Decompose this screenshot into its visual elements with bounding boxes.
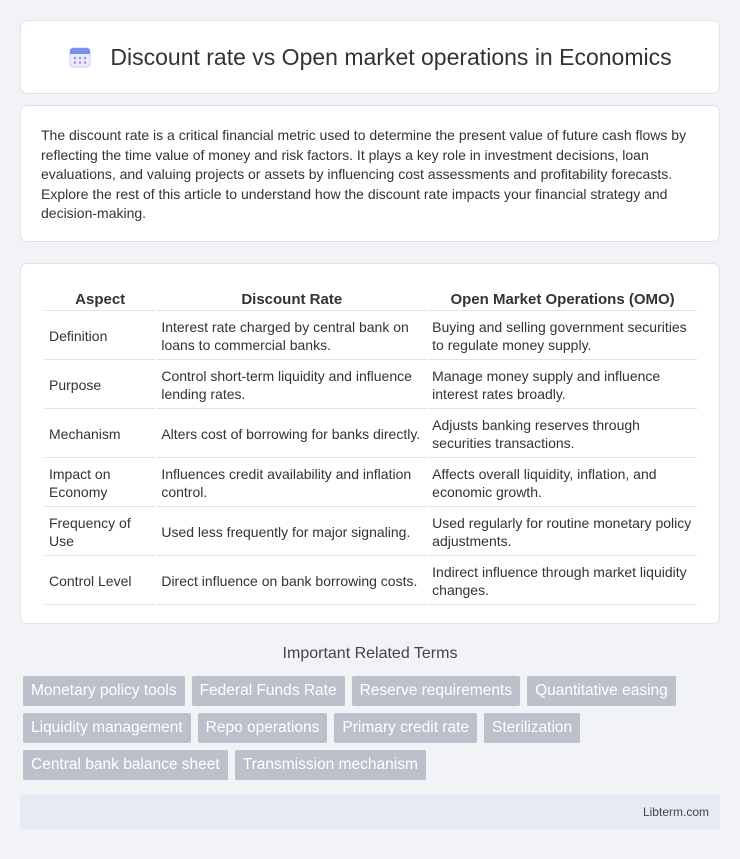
row-omo: Used regularly for routine monetary policy adjustments. xyxy=(428,509,697,556)
header-discount-rate: Discount Rate xyxy=(157,287,426,311)
row-discount-rate: Control short-term liquidity and influence lending rates. xyxy=(157,362,426,409)
table-row xyxy=(45,558,697,605)
table-row xyxy=(45,411,697,458)
row-discount-rate: Influences credit availability and inflation control. xyxy=(157,460,426,507)
related-term-tag[interactable]: Monetary policy tools xyxy=(23,676,185,706)
calendar-icon xyxy=(68,45,92,69)
table-row xyxy=(45,313,697,360)
row-discount-rate: Used less frequently for major signaling. xyxy=(157,509,426,556)
footer-brand-link[interactable]: Libterm.com xyxy=(642,805,709,819)
header-aspect: Aspect xyxy=(45,287,155,311)
page-title: Discount rate vs Open market operations in Economics xyxy=(110,43,672,70)
row-omo: Adjusts banking reserves through securities transactions. xyxy=(428,411,697,458)
row-aspect: Definition xyxy=(45,313,155,360)
related-term-tag[interactable]: Primary credit rate xyxy=(334,713,477,743)
related-term-tag[interactable]: Repo operations xyxy=(198,713,328,743)
header-omo: Open Market Operations (OMO) xyxy=(428,287,697,311)
table-row xyxy=(45,362,697,409)
table-row xyxy=(45,509,697,556)
row-aspect: Purpose xyxy=(45,362,155,409)
row-omo: Buying and selling government securities to regulate money supply. xyxy=(428,313,697,360)
row-aspect: Impact on Economy xyxy=(45,460,155,507)
row-discount-rate: Alters cost of borrowing for banks directly. xyxy=(157,411,426,458)
row-discount-rate: Interest rate charged by central bank on loans to commercial banks. xyxy=(157,313,426,360)
row-omo: Affects overall liquidity, inflation, and economic growth. xyxy=(428,460,697,507)
related-term-tag[interactable]: Liquidity management xyxy=(23,713,191,743)
row-aspect: Frequency of Use xyxy=(45,509,155,556)
row-discount-rate: Direct influence on bank borrowing costs. xyxy=(157,558,426,605)
table-header-row xyxy=(45,287,697,311)
related-term-tag[interactable]: Central bank balance sheet xyxy=(23,750,228,780)
row-omo: Manage money supply and influence interest rates broadly. xyxy=(428,362,697,409)
related-term-tag[interactable]: Sterilization xyxy=(484,713,580,743)
comparison-table xyxy=(43,285,699,607)
header-card xyxy=(20,20,720,94)
intro-text: The discount rate is a critical financial metric used to determine the present value of future cash flows by reflecting the time value of money and risk factors. It plays a key role in investment decisions, loan evaluations, and valuing projects or assets by influencing cost assessments and profitability forecasts. Explore the rest of this article to understand how the discount rate impacts your financial strategy and decision-making. xyxy=(41,127,687,221)
related-terms-list xyxy=(23,676,703,780)
comparison-table-card xyxy=(20,263,720,624)
row-aspect: Mechanism xyxy=(45,411,155,458)
intro-card xyxy=(20,105,720,242)
related-terms-title: Important Related Terms xyxy=(282,645,458,662)
related-term-tag[interactable]: Reserve requirements xyxy=(352,676,520,706)
related-term-tag[interactable]: Federal Funds Rate xyxy=(192,676,345,706)
related-term-tag[interactable]: Quantitative easing xyxy=(527,676,676,706)
footer xyxy=(20,795,720,829)
table-row xyxy=(45,460,697,507)
related-term-tag[interactable]: Transmission mechanism xyxy=(235,750,426,780)
row-aspect: Control Level xyxy=(45,558,155,605)
row-omo: Indirect influence through market liquidity changes. xyxy=(428,558,697,605)
